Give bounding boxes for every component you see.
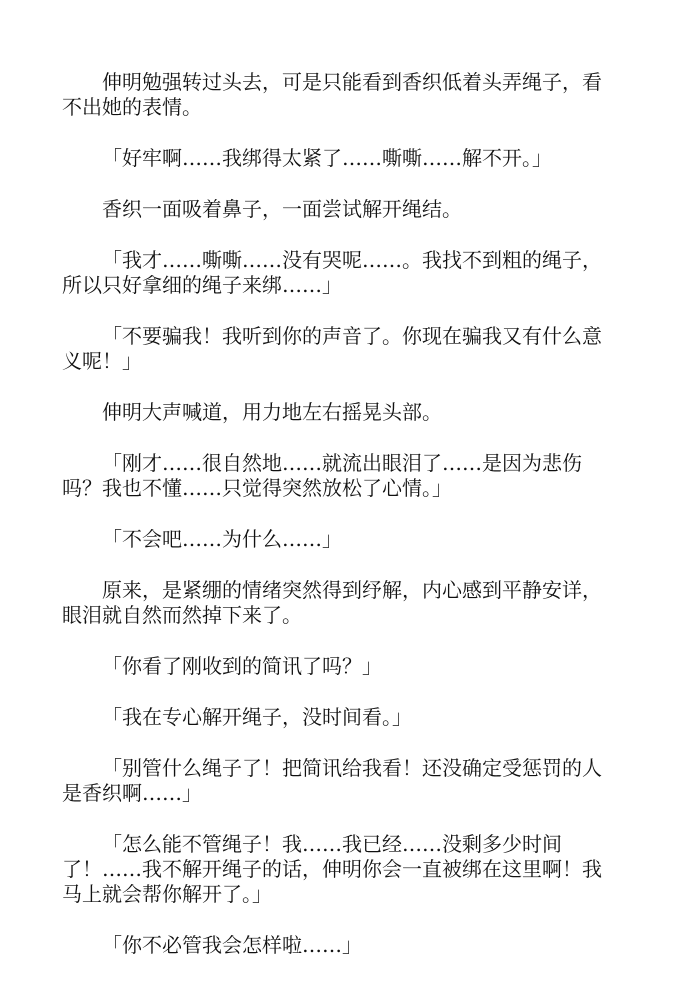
paragraph-11: 「我在专心解开绳子，没时间看。」 [102,705,412,729]
paragraph-7: 「刚才……很自然地……就流出眼泪了……是因为悲伤 吗？我也不懂……只觉得突然放松了心情。」 [62,451,582,500]
paragraph-6: 伸明大声喊道，用力地左右摇晃头部。 [102,400,442,424]
paragraph-2: 「好牢啊……我绑得太紧了……嘶嘶……解不开。」 [102,146,552,170]
paragraph-14: 「你不必管我会怎样啦……」 [102,933,362,957]
paragraph-12: 「别管什么绳子了！把简讯给我看！还没确定受惩罚的人 是香织啊……」 [62,756,602,805]
paragraph-9: 原来，是紧绷的情绪突然得到纾解，内心感到平静安详， 眼泪就自然而然掉下来了。 [62,578,602,627]
paragraph-1: 伸明勉强转过头去，可是只能看到香织低着头弄绳子，看 不出她的表情。 [62,70,602,119]
body-text [62,70,642,984]
paragraph-13: 「怎么能不管绳子！我……我已经……没剩多少时间 了！……我不解开绳子的话，伸明你会一直被绑在这里啊！我 马上就会帮你解开了。」 [62,832,602,906]
paragraph-10: 「你看了刚收到的简讯了吗？」 [102,654,382,678]
paragraph-8: 「不会吧……为什么……」 [102,527,342,551]
paragraph-4: 「我才……嘶嘶……没有哭呢……。我找不到粗的绳子， 所以只好拿细的绳子来绑……」 [62,248,602,297]
paragraph-5: 「不要骗我！我听到你的声音了。你现在骗我又有什么意 义呢！」 [62,324,602,373]
paragraph-3: 香织一面吸着鼻子，一面尝试解开绳结。 [102,197,462,221]
